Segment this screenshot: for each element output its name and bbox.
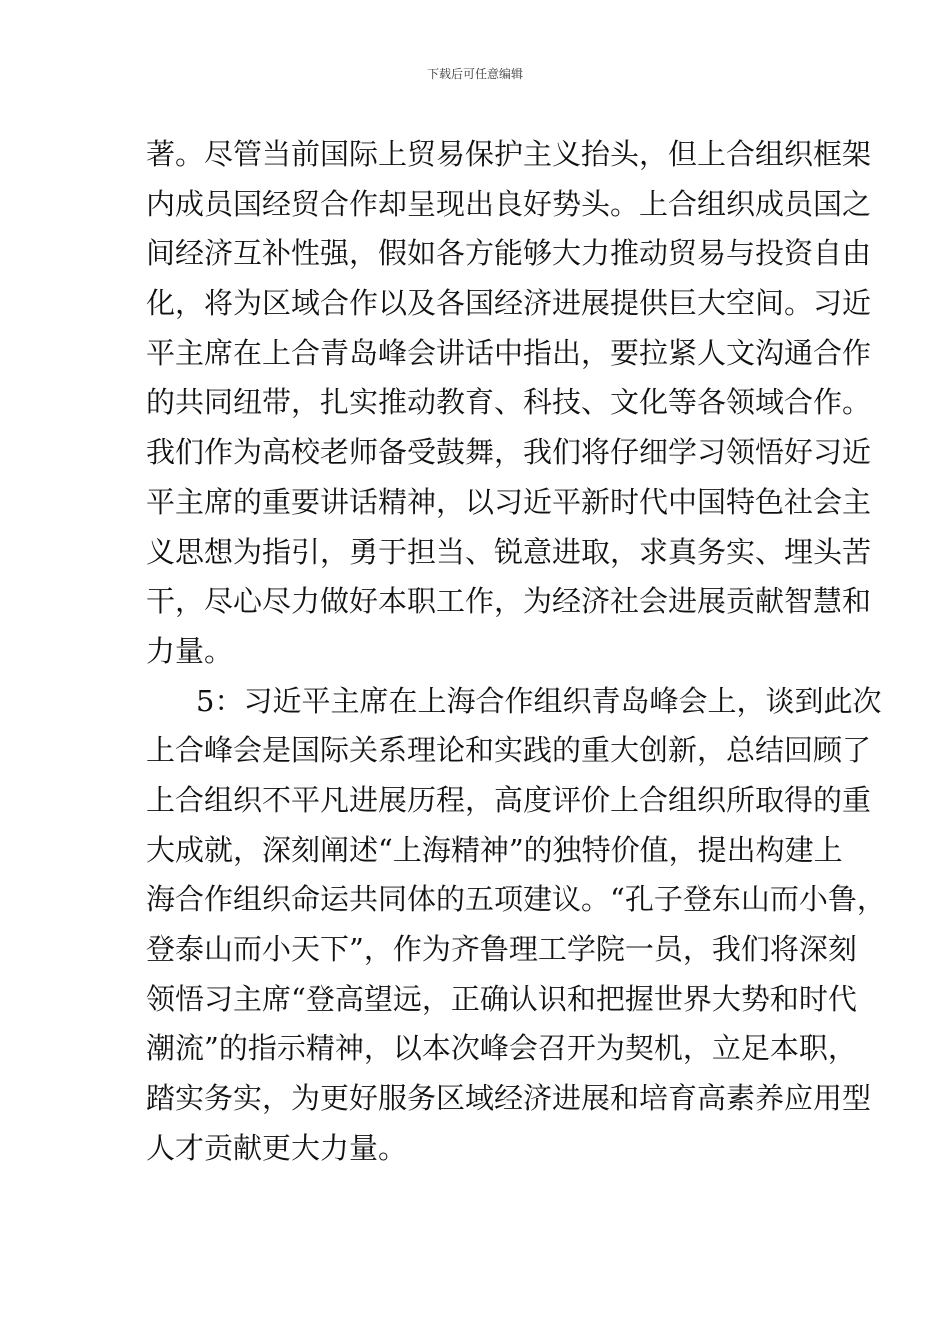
text-line: 上合峰会是国际关系理论和实践的重大创新，总结回顾了 [146, 733, 872, 768]
text-line: 海合作组织命运共同体的五项建议。“孔子登东山而小鲁， [146, 882, 886, 917]
paragraph-start-line: 5：习近平主席在上海合作组织青岛峰会上，谈到此次 [196, 683, 882, 718]
text-line: 著。尽管当前国际上贸易保护主义抬头，但上合组织框架 [146, 137, 872, 171]
text-line: 化，将为区域合作以及各国经济进展提供巨大空间。习近 [146, 286, 872, 321]
text-line: 大成就，深刻阐述“上海精神”的独特价值，提出构建上 [146, 832, 843, 867]
page-header-note: 下载后可任意编辑 [426, 67, 523, 81]
text-line: 平主席在上合青岛峰会讲话中指出，要拉紧人文沟通合作 [146, 335, 872, 370]
text-line: 上合组织不平凡进展历程，高度评价上合组织所取得的重 [146, 782, 872, 817]
text-line: 领悟习主席“登高望远，正确认识和把握世界大势和时代 [146, 981, 857, 1016]
text-line: 我们作为高校老师备受鼓舞，我们将仔细学习领悟好习近 [146, 435, 872, 470]
text-line: 登泰山而小天下”，作为齐鲁理工学院一员，我们将深刻 [146, 932, 857, 966]
document-body [146, 130, 886, 1173]
text-line: 间经济互补性强，假如各方能够大力推动贸易与投资自由 [146, 236, 872, 271]
text-line: 义思想为指引，勇于担当、锐意进取，求真务实、埋头苦 [146, 534, 872, 569]
text-line: 内成员国经贸合作却呈现出良好势头。上合组织成员国之 [146, 186, 872, 221]
text-line: 的共同纽带，扎实推动教育、科技、文化等各领域合作。 [146, 385, 872, 420]
text-line: 人才贡献更大力量。 [146, 1130, 408, 1165]
text-line: 踏实务实，为更好服务区域经济进展和培育高素养应用型 [146, 1081, 872, 1116]
text-line: 平主席的重要讲话精神，以习近平新时代中国特色社会主 [146, 484, 872, 519]
text-line: 力量。 [146, 633, 234, 668]
text-line: 潮流”的指示精神，以本次峰会召开为契机，立足本职， [146, 1031, 857, 1066]
text-line: 干，尽心尽力做好本职工作，为经济社会进展贡献智慧和 [146, 584, 872, 619]
